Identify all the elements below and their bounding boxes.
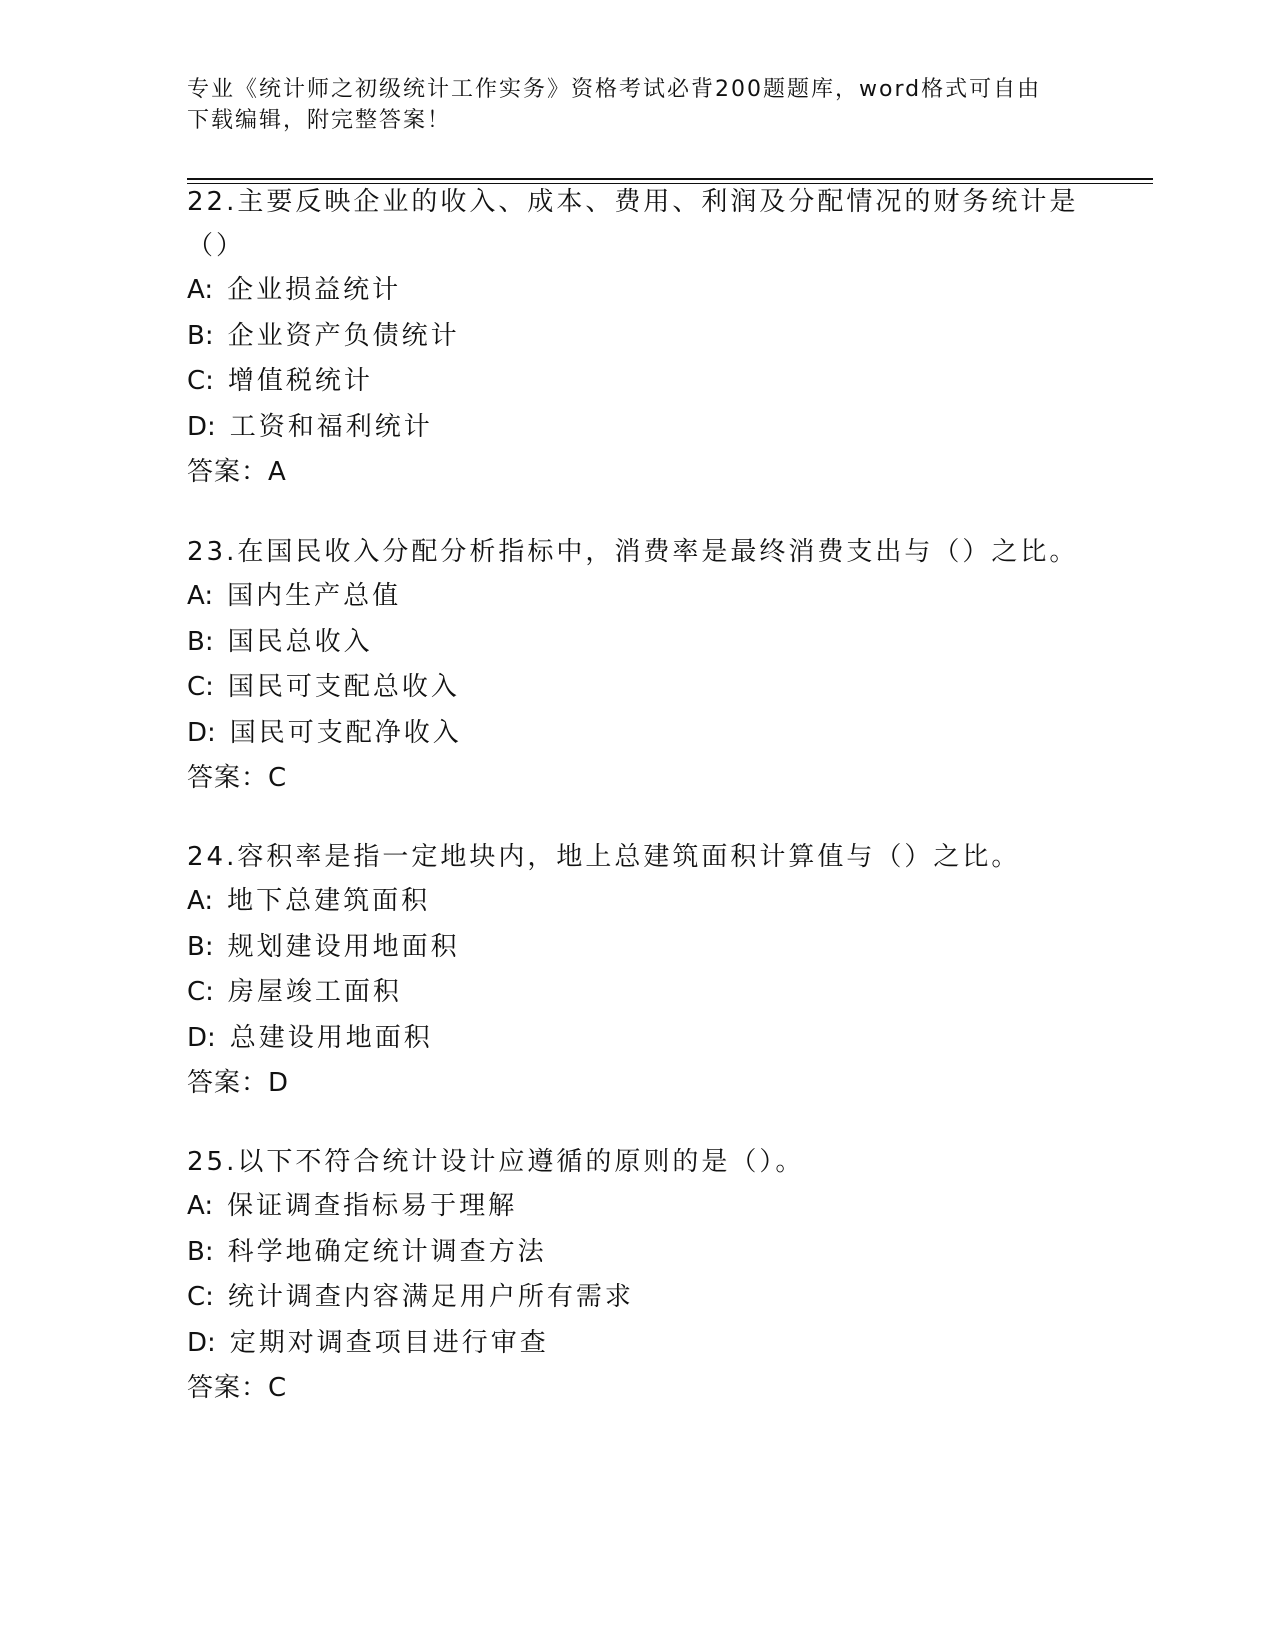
option-key: C: — [187, 366, 214, 396]
question-25 — [187, 1140, 1087, 1412]
answer: 答案：C — [187, 763, 288, 793]
option-key: B: — [187, 320, 214, 351]
option-key: D: — [187, 717, 216, 748]
option-text: 企业损益统计 — [227, 275, 402, 305]
option-c — [187, 665, 1087, 711]
option-a — [187, 1184, 1087, 1230]
option-b — [187, 620, 1087, 666]
option-key: D: — [187, 411, 216, 442]
option-c — [187, 970, 1087, 1016]
option-a — [187, 879, 1087, 925]
question-stem: 22.主要反映企业的收入、成本、费用、利润及分配情况的财务统计是 — [187, 187, 1079, 217]
option-text: 统计调查内容满足用户所有需求 — [227, 1282, 634, 1312]
question-stem: 24.容积率是指一定地块内，地上总建筑面积计算值与（）之比。 — [187, 842, 1021, 872]
option-text: 定期对调查项目进行审查 — [229, 1327, 549, 1358]
option-text: 增值税统计 — [227, 366, 373, 396]
option-key: B: — [187, 626, 214, 657]
option-text: 国民可支配净收入 — [229, 717, 462, 748]
question-23 — [187, 530, 1087, 802]
option-key: C: — [187, 672, 214, 702]
header-line-2: 下载编辑，附完整答案！ — [187, 108, 452, 133]
option-b — [187, 925, 1087, 971]
option-c — [187, 359, 1087, 405]
answer: 答案：D — [187, 1068, 290, 1098]
option-d — [187, 405, 1087, 451]
option-text: 房屋竣工面积 — [227, 977, 402, 1007]
option-text: 总建设用地面积 — [229, 1022, 433, 1053]
answer: 答案：C — [187, 1373, 288, 1403]
option-text: 工资和福利统计 — [229, 411, 433, 442]
option-text: 保证调查指标易于理解 — [227, 1191, 518, 1221]
answer: 答案：A — [187, 457, 287, 487]
option-d — [187, 711, 1087, 757]
option-key: A: — [187, 581, 214, 611]
option-d — [187, 1321, 1087, 1367]
header-line-1: 专业《统计师之初级统计工作实务》资格考试必背200题题库，word格式可自由 — [187, 77, 1042, 102]
option-text: 科学地确定统计调查方法 — [227, 1236, 547, 1267]
question-stem-continued: （） — [187, 231, 246, 261]
option-text: 企业资产负债统计 — [227, 320, 460, 351]
option-text: 规划建设用地面积 — [227, 931, 460, 962]
question-24 — [187, 835, 1087, 1107]
question-22 — [187, 180, 1087, 496]
document-header — [187, 74, 1067, 136]
option-b — [187, 314, 1087, 360]
option-b — [187, 1230, 1087, 1276]
option-d — [187, 1016, 1087, 1062]
option-c — [187, 1275, 1087, 1321]
option-key: B: — [187, 931, 214, 962]
option-a — [187, 268, 1087, 314]
option-text: 国内生产总值 — [227, 581, 402, 611]
option-text: 国民可支配总收入 — [227, 672, 460, 702]
option-key: D: — [187, 1022, 216, 1053]
option-key: A: — [187, 275, 214, 305]
question-stem: 25.以下不符合统计设计应遵循的原则的是（）。 — [187, 1147, 805, 1177]
option-key: A: — [187, 1191, 214, 1221]
option-key: C: — [187, 977, 214, 1007]
option-key: C: — [187, 1282, 214, 1312]
option-text: 地下总建筑面积 — [227, 886, 431, 916]
option-key: B: — [187, 1236, 214, 1267]
option-key: A: — [187, 886, 214, 916]
option-a — [187, 574, 1087, 620]
question-stem: 23.在国民收入分配分析指标中，消费率是最终消费支出与（）之比。 — [187, 537, 1079, 567]
option-key: D: — [187, 1327, 216, 1358]
option-text: 国民总收入 — [227, 626, 373, 657]
